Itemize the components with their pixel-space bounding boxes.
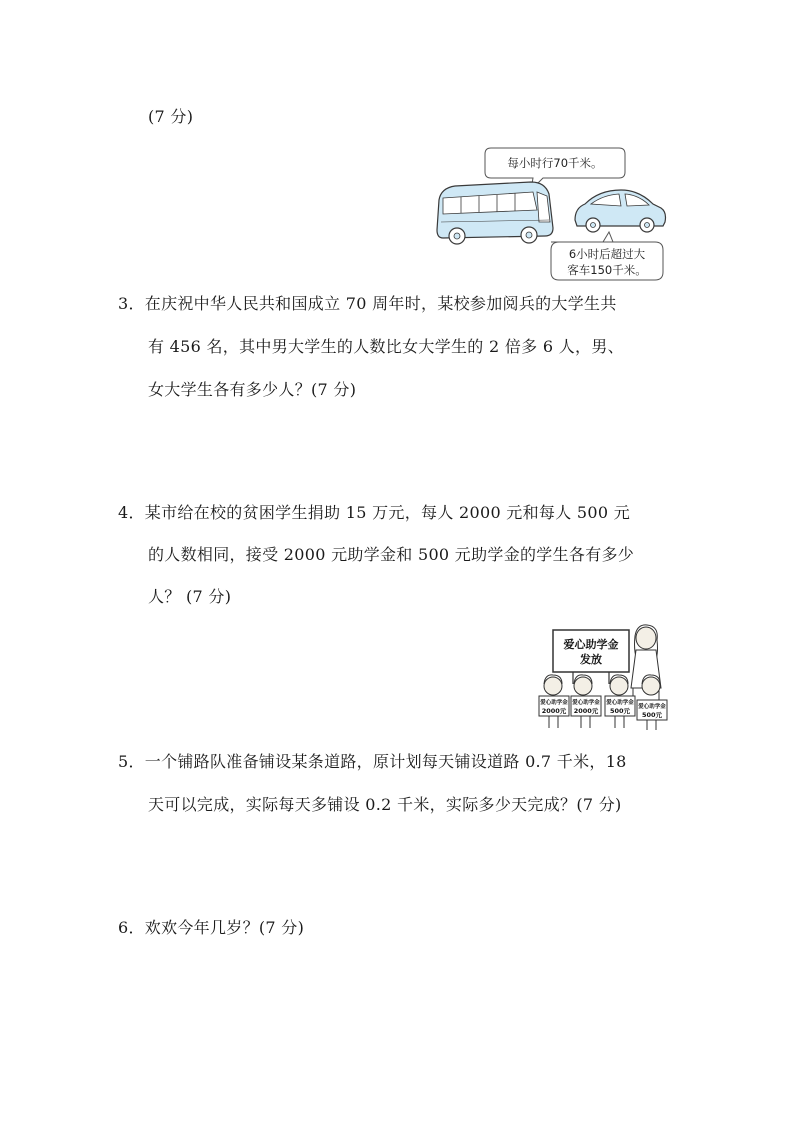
student-sign-2-amount: 2000元 bbox=[573, 707, 599, 715]
student-sign-3-title: 爱心助学金 bbox=[606, 700, 634, 706]
q4-line3: 人？ (7 分) bbox=[148, 587, 232, 606]
student-sign-4-title: 爱心助学金 bbox=[638, 704, 666, 710]
q3-number: 3． bbox=[118, 294, 145, 313]
student-sign-2-title: 爱心助学金 bbox=[572, 700, 600, 706]
q3-line1 bbox=[118, 294, 617, 314]
bus-icon bbox=[437, 182, 553, 244]
q3-line3: 女大学生各有多少人？(7 分) bbox=[148, 380, 357, 399]
board-text-line2: 发放 bbox=[580, 653, 602, 666]
q2-score: (7 分) bbox=[148, 107, 194, 126]
q6-number: 6． bbox=[118, 918, 145, 937]
student-sign-1-amount: 2000元 bbox=[541, 707, 567, 715]
student-sign-1-title: 爱心助学金 bbox=[540, 700, 568, 706]
car-bubble-text-line2: 客车150千米。 bbox=[567, 263, 647, 277]
board-text-line1: 爱心助学金 bbox=[563, 638, 619, 651]
q5-line1 bbox=[118, 752, 627, 772]
student-sign-4-amount: 500元 bbox=[641, 711, 663, 719]
q6-line1 bbox=[118, 918, 304, 938]
student-sign-2 bbox=[571, 696, 601, 716]
car-bubble-text-line1: 6小时后超过大 bbox=[568, 247, 646, 261]
q4-number: 4． bbox=[118, 503, 145, 522]
student-icon-3 bbox=[610, 675, 628, 695]
student-sign-3-amount: 500元 bbox=[609, 707, 631, 715]
student-sign-4 bbox=[637, 700, 667, 720]
q3-line2: 有 456 名，其中男大学生的人数比女大学生的 2 倍多 6 人，男、 bbox=[148, 337, 624, 356]
student-sign-1 bbox=[539, 696, 569, 716]
student-icon-2 bbox=[574, 675, 592, 695]
bus-car-illustration bbox=[433, 142, 673, 282]
q4-line1 bbox=[118, 503, 630, 523]
q5-line2: 天可以完成，实际每天多铺设 0.2 千米，实际多少天完成？(7 分) bbox=[148, 795, 622, 814]
q5-number: 5． bbox=[118, 752, 145, 771]
q4-text-line1: 某市给在校的贫困学生捐助 15 万元，每人 2000 元和每人 500 元 bbox=[144, 503, 631, 522]
student-icon-1 bbox=[544, 675, 562, 695]
car-icon bbox=[575, 190, 666, 232]
q5-text-line1: 一个铺路队准备铺设某条道路，原计划每天铺设道路 0.7 千米，18 bbox=[144, 752, 627, 771]
q6-text-line1: 欢欢今年几岁？(7 分) bbox=[144, 918, 305, 937]
q3-text-line1: 在庆祝中华人民共和国成立 70 周年时，某校参加阅兵的大学生共 bbox=[144, 294, 617, 313]
scholarship-illustration bbox=[533, 624, 673, 734]
student-sign-3 bbox=[605, 696, 635, 716]
bus-bubble-text: 每小时行70千米。 bbox=[507, 156, 603, 170]
q4-line2: 的人数相同，接受 2000 元助学金和 500 元助学金的学生各有多少 bbox=[148, 545, 635, 564]
